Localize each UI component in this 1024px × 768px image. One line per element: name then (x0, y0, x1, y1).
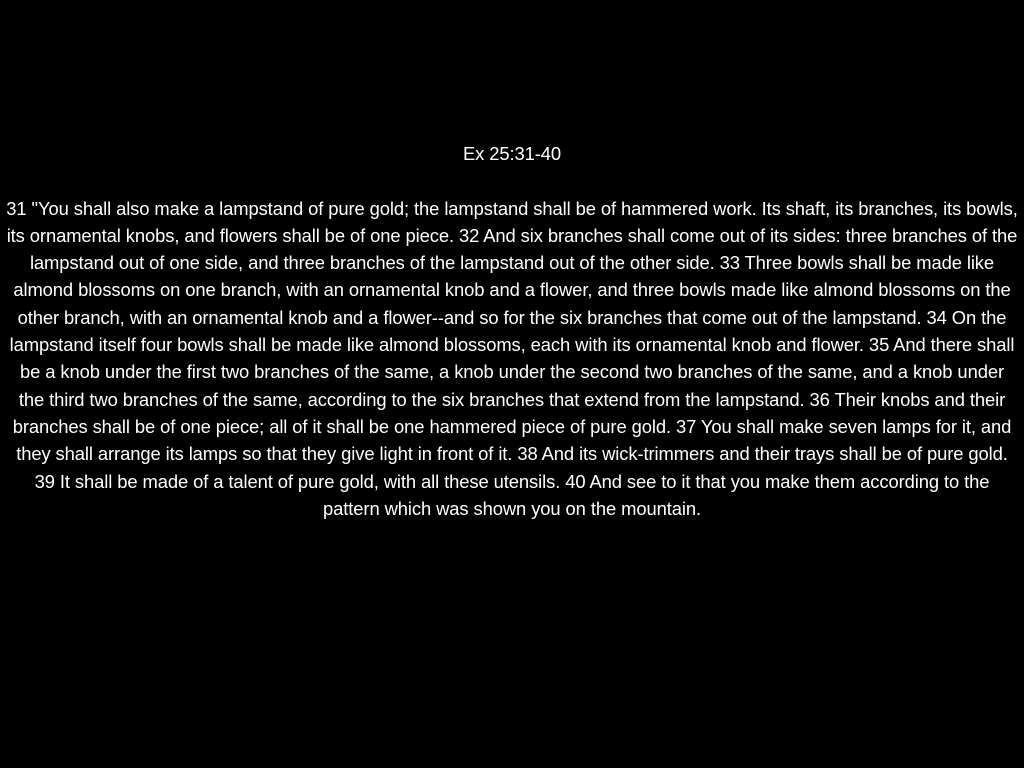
blank-line (6, 167, 1018, 194)
slide-text-block (6, 140, 1018, 522)
scripture-reference: Ex 25:31-40 (462, 143, 562, 164)
scripture-passage: 31 "You shall also make a lampstand of pure gold; the lampstand shall be of hammered work. Its shaft, its branches, its bowls, its ornamental knobs, and flowers shall be of one piece. 32 And six branches shall come out of its sides: three branches of the lampstand out of one side, and three branches of the lampstand out of the other side. 33 Three bowls shall be made like almond blossoms on one branch, with an ornamental knob and a flower, and three bowls made like almond blossoms on the other branch, with an ornamental knob and a flower--and so for the six branches that come out of the lampstand. 34 On the lampstand itself four bowls shall be made like almond blossoms, each with its ornamental knob and flower. 35 And there shall be a knob under the first two branches of the same, a knob under the second two branches of the same, and a knob under the third two branches of the same, according to the six branches that extend from the lampstand. 36 Their knobs and their branches shall be of one piece; all of it shall be one hammered piece of pure gold. 37 You shall make seven lamps for it, and they shall arrange its lamps so that they give light in front of it. 38 And its wick-trimmers and their trays shall be of pure gold. 39 It shall be made of a talent of pure gold, with all these utensils. 40 And see to it that you make them according to the pattern which was shown you on the mountain. (6, 197, 1018, 519)
